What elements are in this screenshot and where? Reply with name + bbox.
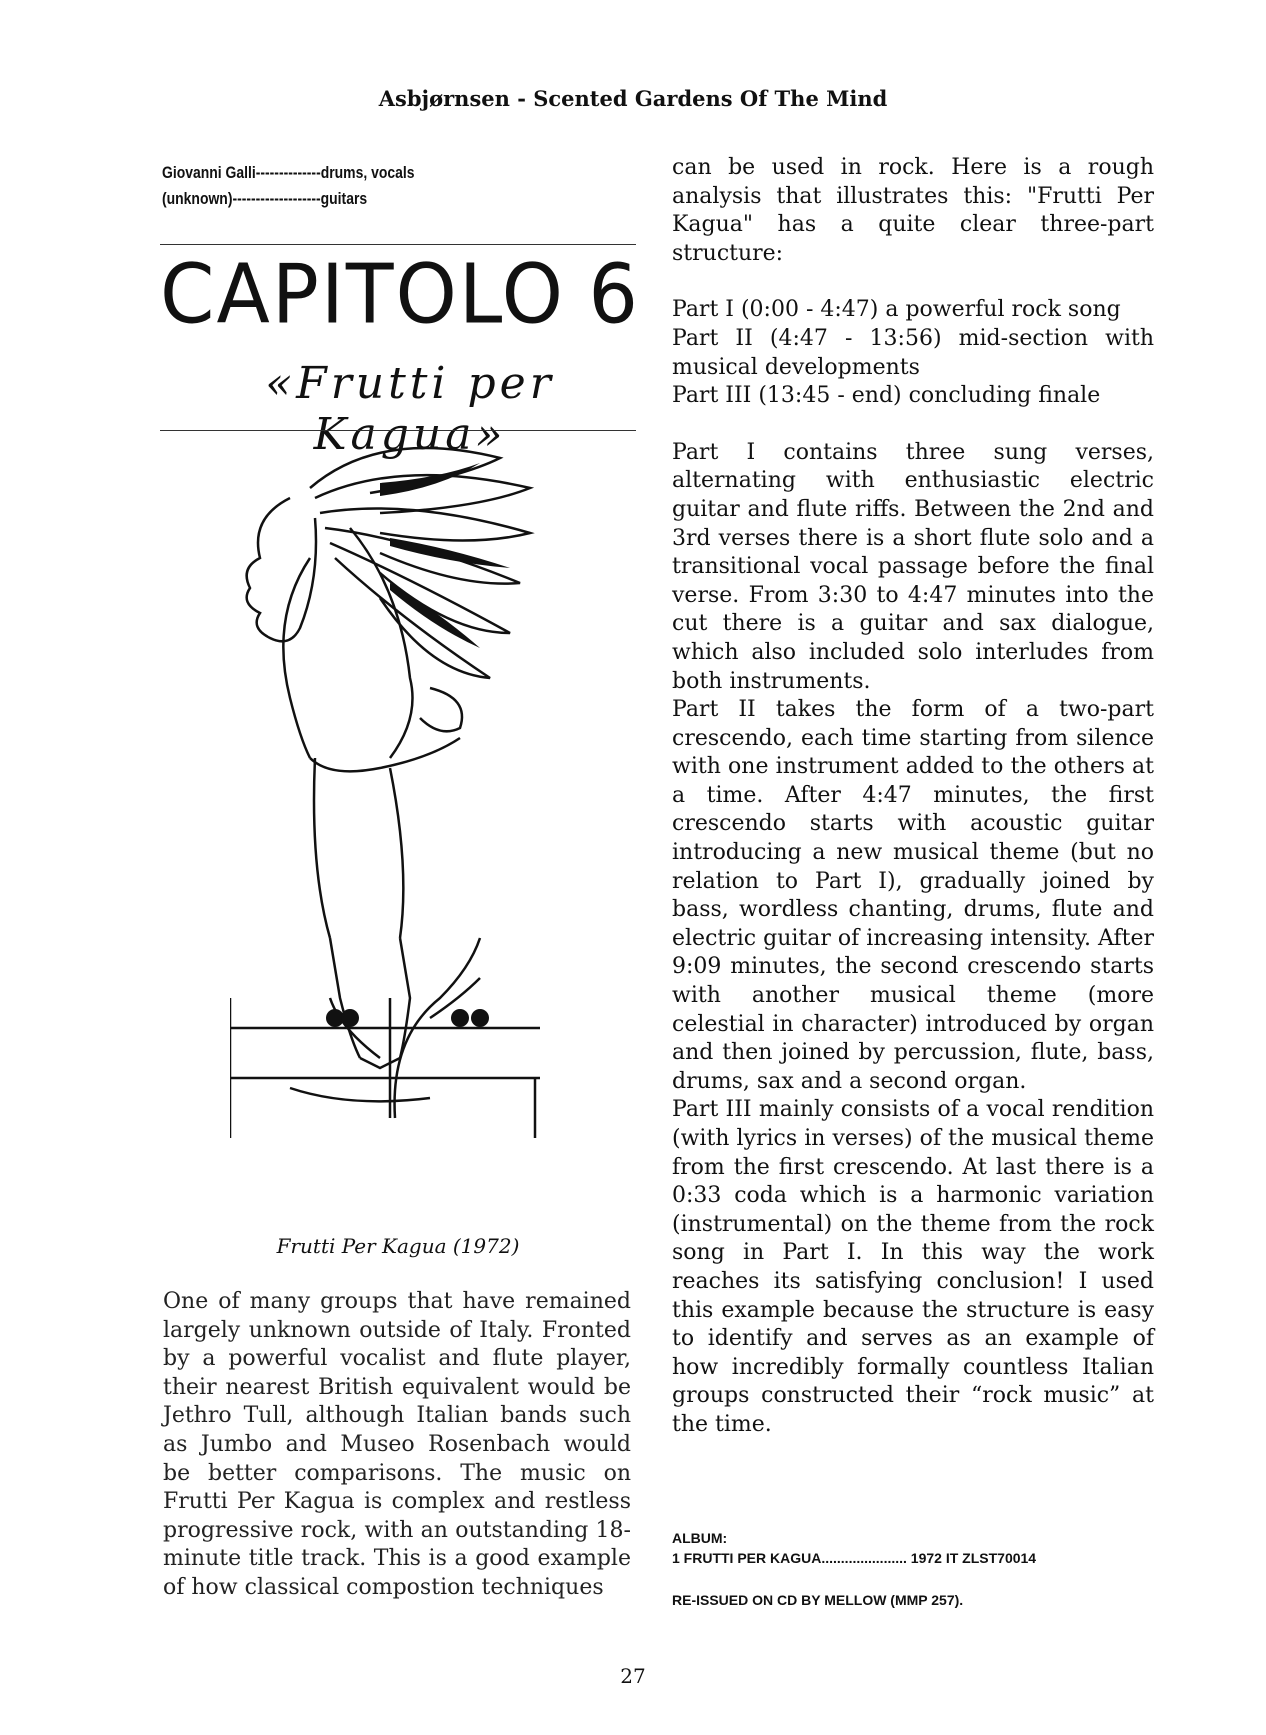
album-entry: 1 FRUTTI PER KAGUA...................... 1972 IT ZLST70014: [672, 1550, 1037, 1566]
credit-line: (unknown)-------------------guitars: [162, 189, 368, 208]
album-reissue: RE-ISSUED ON CD BY MELLOW (MMP 257).: [672, 1592, 964, 1608]
part-three-paragraph: Part III mainly consists of a vocal rendition (with lyrics in verses) of the musical theme from the first crescendo. At last there is a 0:33 coda which is a harmonic variation (instrumental) on the theme from the rock song in Part I. In this way the work reaches its satisfying conclusion! I used this example because the structure is easy to identify and serves as an example of how incredibly formally countless Italian groups constructed their “rock music” at the time.: [672, 1097, 1154, 1437]
part-two-paragraph: Part II takes the form of a two-part crescendo, each time starting from silence with one instrument added to the others at a time. After 4:47 minutes, the first crescendo starts with acoustic guitar introducing a new musical theme (but no relation to Part I), gradually joined by bass, wordless chanting, drums, flute and electric guitar of increasing intensity. After 9:09 minutes, the second crescendo starts with another musical theme (more celestial in character) introduced by organ and then joined by percussion, flute, bass, drums, sax and a second organ.: [672, 697, 1154, 1094]
chapter-word: CAPITOLO: [160, 247, 565, 343]
album-discography: [672, 1528, 1132, 1610]
chapter-heading: [160, 248, 640, 343]
left-column: [163, 1288, 631, 1603]
divider-bottom: [160, 430, 636, 431]
part-list-item: Part I (0:00 - 4:47) a powerful rock song: [672, 297, 1121, 323]
left-paragraph: One of many groups that have remained largely unknown outside of Italy. Fronted by a powerful vocalist and flute player, their nearest British equivalent would be Jethro Tull, although Italian bands such as Jumbo and Museo Rosenbach would be better comparisons. The music on Frutti Per Kagua is complex and restless progressive rock, with an outstanding 18-minute title track. This is a good example of how classical compostion techniques: [163, 1289, 631, 1600]
band-credits: [162, 160, 414, 212]
page-header: Asbjørnsen - Scented Gardens Of The Mind: [378, 86, 888, 111]
part-list-item: Part III (13:45 - end) concluding finale: [672, 383, 1101, 409]
chapter-subtitle: «Frutti per Kagua»: [265, 358, 555, 460]
album-heading: ALBUM:: [672, 1530, 728, 1546]
page-number: 27: [620, 1664, 646, 1688]
credit-line: Giovanni Galli--------------drums, vocals: [162, 163, 415, 182]
part-one-paragraph: Part I contains three sung verses, alternating with enthusiastic electric guitar and flute riffs. Between the 2nd and 3rd verses there is a short flute solo and a transitional vocal passage before the final verse. From 3:30 to 4:47 minutes into the cut there is a guitar and sax dialogue, which also included solo interludes from both instruments.: [672, 439, 1154, 694]
chapter-number: 6: [588, 247, 640, 343]
right-column: [672, 154, 1154, 1440]
intro-paragraph: can be used in rock. Here is a rough analysis that illustrates this: "Frutti Per Kagua" has a quite clear three-part structure:: [672, 155, 1154, 266]
divider-top: [160, 244, 636, 245]
part-list-item: Part II (4:47 - 13:56) mid-section with musical developments: [672, 325, 1154, 380]
illustration-caption: Frutti Per Kagua (1972): [276, 1234, 520, 1258]
illustration-figure: [230, 438, 560, 1218]
